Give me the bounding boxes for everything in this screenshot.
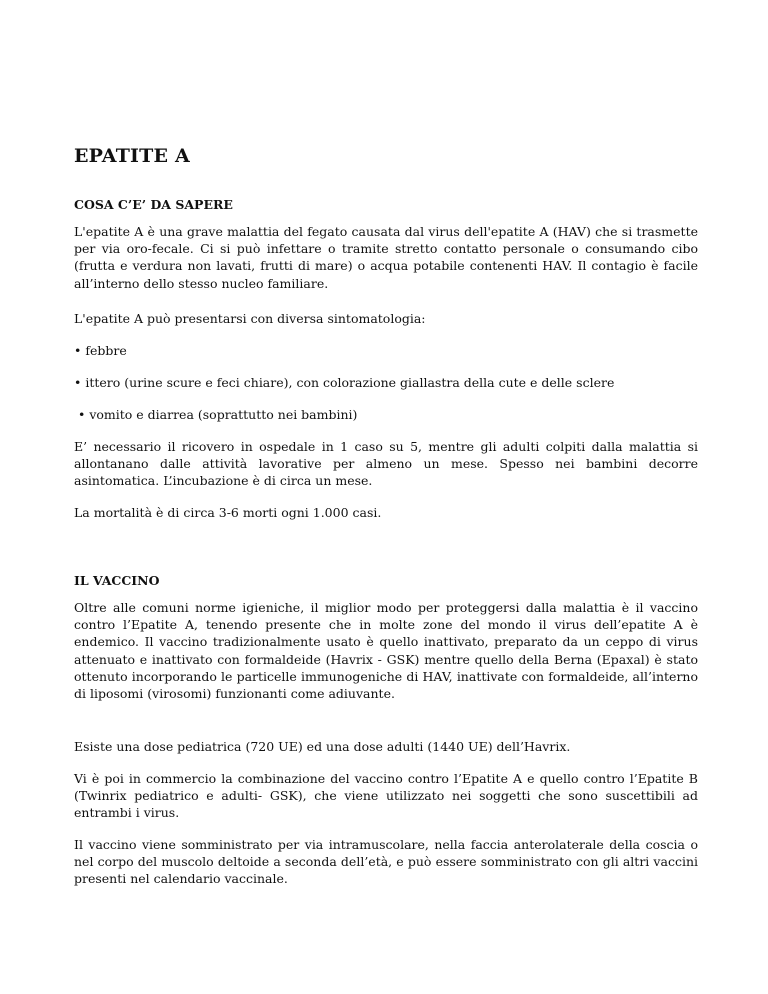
- symptom-bullet-1: [74, 342, 698, 359]
- section1-paragraph-2: [74, 310, 698, 327]
- bullet-text: • ittero (urine scure e feci chiare), con colorazione giallastra della cute e delle sclere: [74, 375, 615, 390]
- section2-paragraph-2: [74, 738, 698, 755]
- section1-paragraph-3: [74, 438, 698, 490]
- section2-heading: IL VACCINO: [74, 573, 160, 588]
- bullet-text: • febbre: [74, 343, 127, 358]
- paragraph-text: Il vaccino viene somministrato per via intramuscolare, nella faccia anterolaterale della coscia o nel corpo del muscolo deltoide a seconda dell’età, e può essere somministrato con gli altri vaccini presenti nel calendario vaccinale.: [74, 837, 698, 887]
- section-heading-cosa-sapere: [74, 196, 698, 213]
- section2-paragraph-4: [74, 836, 698, 888]
- section-heading-vaccino: [74, 572, 698, 589]
- document-title: EPATITE A: [74, 145, 190, 167]
- section2-paragraph-1: [74, 599, 698, 702]
- section1-paragraph-4: [74, 504, 698, 521]
- paragraph-text: Vi è poi in commercio la combinazione del vaccino contro l’Epatite A e quello contro l’Epatite B (Twinrix pediatrico e adulti- GSK), che viene utilizzato nei soggetti che sono suscettibili ad entrambi i virus.: [74, 771, 698, 821]
- paragraph-text: Oltre alle comuni norme igieniche, il miglior modo per proteggersi dalla malattia è il vaccino contro l’Epatite A, tenendo presente che in molte zone del mondo il virus dell’epatite A è endemico. Il vaccino tradizionalmente usato è quello inattivato, preparato da un ceppo di virus attenuato e inattivato con formaldeide (Havrix - GSK) mentre quello della Berna (Epaxal) è stato ottenuto incorporando le particelle immunogeniche di HAV, inattivate con formaldeide, all’interno di liposomi (virosomi) funzionanti come adiuvante.: [74, 600, 698, 702]
- section1-paragraph-1: [74, 223, 698, 292]
- section1-heading: COSA C’E’ DA SAPERE: [74, 197, 233, 212]
- symptom-bullet-3: [74, 406, 698, 423]
- paragraph-text: L'epatite A può presentarsi con diversa sintomatologia:: [74, 311, 426, 326]
- bullet-text: • vomito e diarrea (soprattutto nei bambini): [74, 407, 358, 422]
- section2-paragraph-3: [74, 770, 698, 822]
- paragraph-text: La mortalità è di circa 3-6 morti ogni 1.000 casi.: [74, 505, 382, 520]
- paragraph-text: L'epatite A è una grave malattia del fegato causata dal virus dell'epatite A (HAV) che si trasmette per via oro-fecale. Ci si può infettare o tramite stretto contatto personale o consumando cibo (frutta e verdura non lavati, frutti di mare) o acqua potabile contenenti HAV. Il contagio è facile all’interno dello stesso nucleo familiare.: [74, 224, 698, 291]
- symptom-bullet-2: [74, 374, 698, 391]
- paragraph-text: Esiste una dose pediatrica (720 UE) ed una dose adulti (1440 UE) dell’Havrix.: [74, 739, 571, 754]
- paragraph-text: E’ necessario il ricovero in ospedale in 1 caso su 5, mentre gli adulti colpiti dalla malattia si allontanano dalle attività lavorative per almeno un mese. Spesso nei bambini decorre asintomatica. L’incubazione è di circa un mese.: [74, 439, 698, 489]
